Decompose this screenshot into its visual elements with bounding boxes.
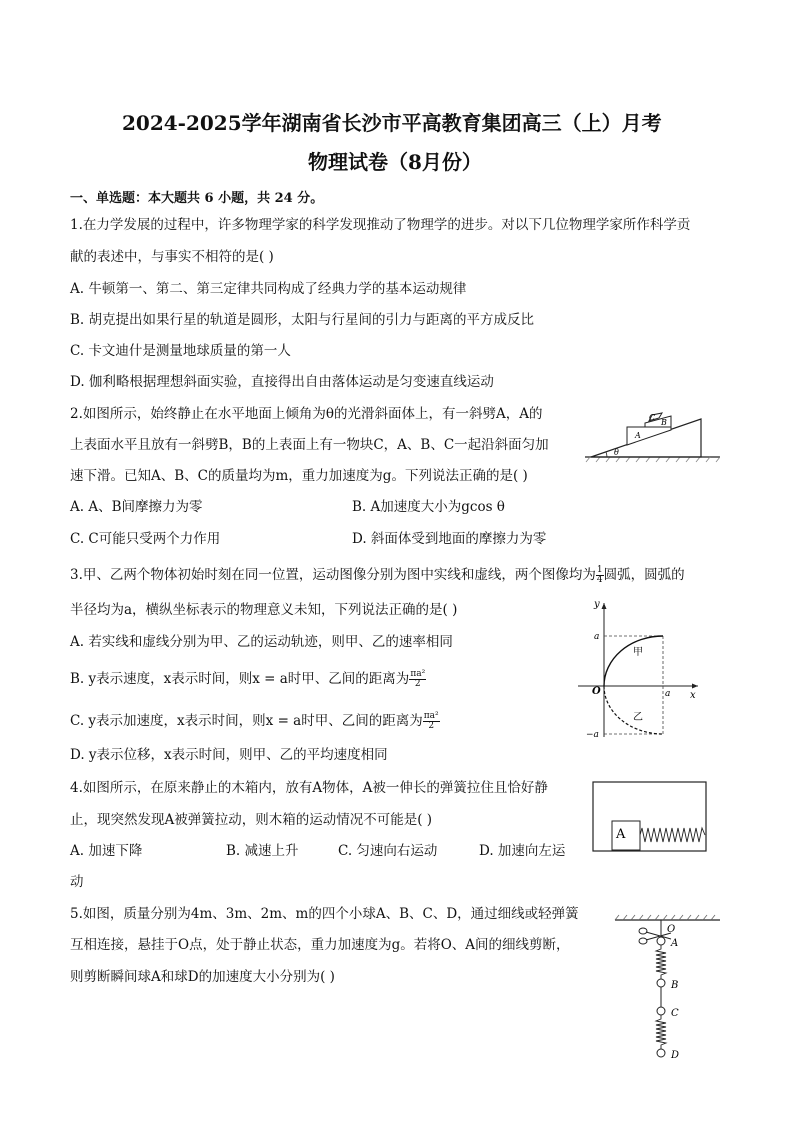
q1-stem-line1: 1.在力学发展的过程中，许多物理学家的科学发现推动了物理学的进步。对以下几位物理学家所作科学贡 (70, 217, 691, 233)
q2-stem-line1: 2.如图所示，始终静止在水平地面上倾角为θ的光滑斜面体上，有一斜劈A，A的 (70, 406, 543, 422)
q3-c-fraction: $\frac{\text{πa²}}{2}$ (423, 711, 439, 731)
q3-option-b: B. y表示速度，x表示时间，则x = a时甲、乙间的距离为 $\frac{\text{πa²}}{2}$ (70, 669, 426, 689)
q3-tick-neg-a: −a (586, 730, 599, 740)
q4-option-d-continued: 动 (70, 874, 84, 890)
q4-stem-line2: 止，现突然发现A被弹簧拉动，则木箱的运动情况不可能是( ) (70, 812, 433, 828)
q5-spring-chain-figure (605, 912, 725, 1072)
q1-option-c: C. 卡文迪什是测量地球质量的第一人 (70, 343, 291, 359)
q1-option-b: B. 胡克提出如果行星的轨道是圆形，太阳与行星间的引力与距离的平方成反比 (70, 312, 535, 328)
q2-label-b: B (661, 418, 667, 427)
q5-ball-c-label: C (671, 1008, 679, 1019)
q3-tick-a-top: a (594, 632, 600, 642)
q5-ball-a-label: A (671, 938, 679, 949)
q2-option-a: A. A、B间摩擦力为零 (70, 499, 203, 515)
q4-option-a: A. 加速下降 (70, 843, 143, 859)
q3-tick-a-right: a (665, 689, 671, 699)
exam-subtitle: 物理试卷（8月份） (308, 150, 482, 174)
q4-block-label: A (616, 827, 626, 842)
q3-origin-label: O (592, 686, 601, 697)
q3-option-d: D. y表示位移，x表示时间，则甲、乙的平均速度相同 (70, 747, 388, 763)
q5-stem-line3: 则剪断瞬间球A和球D的加速度大小分别为( ) (70, 969, 335, 985)
q3-curve-yi-label: 乙 (633, 712, 643, 723)
q2-label-a: A (635, 431, 641, 440)
q3-axis-y-label: y (594, 599, 600, 610)
section-heading: 一、单选题：本大题共 6 小题，共 24 分。 (70, 191, 324, 206)
exam-title: 2024-2025学年湖南省长沙市平高教育集团高三（上）月考 (122, 111, 662, 135)
q5-ball-b-label: B (671, 980, 679, 991)
q2-option-d: D. 斜面体受到地面的摩擦力为零 (352, 531, 547, 547)
q5-ball-d-label: D (671, 1050, 680, 1061)
q3-b-fraction: $\frac{\text{πa²}}{2}$ (410, 669, 426, 689)
q5-stem-line1: 5.如图，质量分别为4m、3m、2m、m的四个小球A、B、C、D，通过细线或轻弹簧 (70, 906, 579, 922)
q4-stem-line1: 4.如图所示，在原来静止的木箱内，放有A物体，A被一伸长的弹簧拉住且恰好静 (70, 780, 548, 796)
q3-option-c: C. y表示加速度，x表示时间，则x = a时甲、乙间的距离为 $\frac{\text{πa²}}{2}$ (70, 711, 439, 731)
q5-stem-line2: 互相连接，悬挂于O点，处于静止状态，重力加速度为g。若将O、A间的细线剪断， (70, 937, 570, 953)
q3-stem-part1: 3.甲、乙两个物体初始时刻在同一位置，运动图像分别为图中实线和虚线，两个图像均为 (70, 567, 596, 583)
q4-option-b: B. 减速上升 (226, 843, 299, 859)
q4-option-d: D. 加速向左运 (479, 843, 566, 859)
q2-option-c: C. C可能只受两个力作用 (70, 531, 221, 547)
q5-point-o-label: O (667, 924, 676, 935)
q1-stem-line2: 献的表述中，与事实不相符的是( ) (70, 249, 274, 265)
q3-curve-jia-label: 甲 (633, 647, 643, 658)
q3-quarter-fraction: $\frac{1}{4}$ (596, 565, 603, 585)
q3-stem-part2: 圆弧，圆弧的 (603, 567, 685, 583)
q2-incline-figure (585, 405, 720, 465)
q2-stem-line2: 上表面水平且放有一斜劈B，B的上表面上有一物块C，A、B、C一起沿斜面匀加 (70, 437, 549, 453)
q1-option-d: D. 伽利略根据理想斜面实验，直接得出自由落体运动是匀变速直线运动 (70, 374, 494, 390)
q4-option-c: C. 匀速向右运动 (338, 843, 438, 859)
q3-stem-line1 (70, 566, 685, 585)
q2-stem-line3: 速下滑。已知A、B、C的质量均为m，重力加速度为g。下列说法正确的是( ) (70, 468, 528, 484)
q3-stem-line2: 半径均为a，横纵坐标表示的物理意义未知，下列说法正确的是( ) (70, 602, 458, 618)
q2-label-theta: θ (614, 448, 619, 457)
q2-label-c: C (649, 413, 656, 422)
q2-option-b: B. A加速度大小为gcos θ (352, 499, 505, 515)
q4-box-figure (592, 781, 708, 853)
q1-option-a: A. 牛顿第一、第二、第三定律共同构成了经典力学的基本运动规律 (70, 281, 467, 297)
q3-option-a: A. 若实线和虚线分别为甲、乙的运动轨迹，则甲、乙的速率相同 (70, 634, 453, 650)
q3-graph-figure (570, 597, 705, 742)
q3-axis-x-label: x (690, 690, 696, 701)
